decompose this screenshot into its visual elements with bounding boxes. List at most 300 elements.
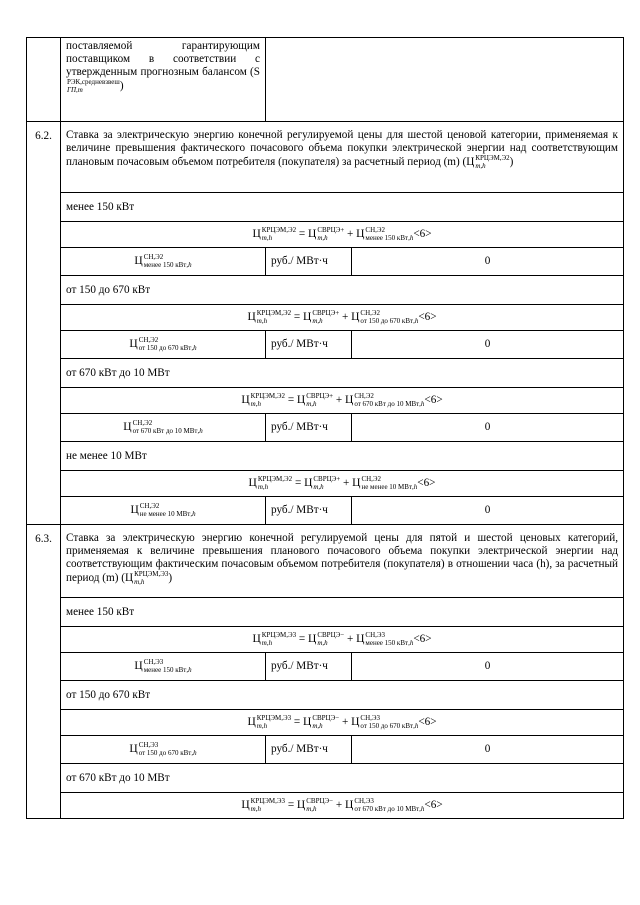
section-number: 6.3. — [35, 533, 52, 545]
formula-row — [27, 471, 624, 497]
csvrc-symbol-scripts — [313, 476, 340, 491]
ckrc-symbol-sub — [257, 723, 291, 730]
ckrc-symbol-sup: КРЦЭМ,Э2 — [257, 475, 293, 483]
ckrc-symbol-sub — [251, 806, 285, 813]
csn-symbol-sub-h: h — [414, 722, 419, 730]
value-symbol-cell — [61, 331, 266, 359]
unit-text: руб./ МВт·ч — [271, 338, 328, 350]
csn-value-symbol-sub-h: h — [193, 344, 197, 352]
group-num-cell — [27, 193, 61, 222]
value-cell — [352, 653, 624, 681]
unit-cell — [266, 736, 352, 764]
csn-value-symbol-letter: Ц — [129, 743, 138, 756]
equals-sign: = — [294, 477, 302, 490]
csvrc-symbol — [297, 394, 333, 406]
csn-value-symbol — [130, 504, 195, 516]
formula-row — [27, 222, 624, 248]
csn-symbol — [351, 716, 418, 728]
csn-symbol-sub-h: h — [409, 639, 414, 647]
csn-value-symbol-sub-text: от 150 до 670 кВт — [138, 749, 192, 757]
csvrc-symbol-sub-idx: m,h — [312, 317, 323, 325]
ckrc-symbol-sub-idx: m,h — [261, 639, 273, 647]
csn-symbol-sup: СН,Э3 — [354, 797, 374, 805]
csn-value-symbol-scripts — [140, 503, 196, 518]
csvrc-symbol — [304, 477, 340, 489]
csn-value-symbol-scripts — [144, 254, 192, 269]
csn-value-symbol-letter: Ц — [129, 338, 138, 351]
value-symbol-cell — [61, 248, 266, 276]
ckrc-symbol-sup: КРЦЭМ,Э2 — [256, 309, 292, 317]
title-symbol-sup: КРЦЭМ,Э3 — [134, 570, 169, 578]
section-number-cell — [27, 122, 61, 193]
unit-text: руб./ МВт·ч — [271, 255, 328, 267]
group-label-row — [27, 764, 624, 793]
ckrc-symbol-sub — [262, 235, 296, 242]
formula-cell — [61, 222, 624, 248]
value-row — [27, 248, 624, 276]
value-cell — [352, 331, 624, 359]
tariff-table — [26, 37, 624, 819]
csvrc-symbol-sup: СВРЦЭ+ — [313, 475, 341, 483]
csvrc-symbol-scripts — [306, 393, 333, 408]
csn-symbol-sub-text: менее 150 кВт — [365, 234, 409, 242]
formula-cell — [61, 305, 624, 331]
csn-value-symbol-scripts — [133, 420, 203, 435]
csn-value-symbol — [134, 255, 191, 267]
formula-cell — [61, 793, 624, 819]
csn-symbol-sub-h: h — [414, 317, 419, 325]
csvrc-symbol-sup: СВРЦЭ+ — [306, 392, 334, 400]
section-title: Ставка за электрическую энергию конечной регулируемой цены для пятой и шестой ценовых категорий, применяемая к величине превышения планового почасового объема покупки электрической энергии над соответствующим фактическим почасовым объемом потребителя (покупателя) в отношении часа (h), за расчетный период (m) (Ц — [66, 532, 618, 585]
value-cell — [352, 736, 624, 764]
section-title-row — [27, 525, 624, 598]
ckrc-symbol-letter: Ц — [241, 799, 250, 812]
formula-row — [27, 793, 624, 819]
csn-symbol-sub-h: h — [413, 483, 418, 491]
ckrc-symbol-letter: Ц — [248, 477, 257, 490]
value-num-cell — [27, 653, 61, 681]
group-label-row — [27, 193, 624, 222]
csn-value-symbol-sub-text: менее 150 кВт — [143, 666, 187, 674]
csn-symbol-sub-text: от 150 до 670 кВт — [360, 317, 414, 325]
value-num-cell — [27, 331, 61, 359]
group-label: от 670 кВт до 10 МВт — [66, 771, 170, 784]
ckrc-symbol-scripts — [251, 393, 285, 408]
title-symbol-scripts — [475, 155, 509, 170]
group-label-row — [27, 598, 624, 627]
csn-symbol-sup: СН,Э2 — [360, 309, 381, 317]
unit-text: руб./ МВт·ч — [271, 504, 328, 516]
ckrc-symbol-letter: Ц — [247, 311, 256, 324]
value-num-cell — [27, 497, 61, 525]
formula-num-cell — [27, 793, 61, 819]
ckrc-symbol-sub-idx: m,h — [256, 722, 268, 730]
ckrc-symbol — [241, 394, 285, 406]
s-symbol-scripts — [67, 79, 120, 94]
ckrc-symbol-sup: КРЦЭМ,Э3 — [250, 797, 286, 805]
footnote-ref: <6> — [413, 633, 432, 646]
csvrc-symbol-sup: СВРЦЭ− — [306, 797, 334, 805]
csvrc-symbol-sup: СВРЦЭ+ — [312, 309, 340, 317]
value-num-cell — [27, 414, 61, 442]
group-num-cell — [27, 359, 61, 388]
csn-symbol — [351, 311, 418, 323]
csn-symbol-letter: Ц — [345, 394, 354, 407]
ckrc-symbol — [247, 716, 291, 728]
formula-num-cell — [27, 388, 61, 414]
csn-symbol-letter: Ц — [351, 311, 360, 324]
ckrc-symbol-sub-idx: m,h — [256, 317, 268, 325]
value-row — [27, 653, 624, 681]
value-text: 0 — [484, 660, 491, 672]
csn-symbol-sup: СН,Э3 — [365, 631, 386, 639]
csn-value-symbol-sup: СН,Э3 — [143, 658, 164, 666]
csvrc-symbol-letter: Ц — [296, 799, 306, 812]
formula-cell — [61, 627, 624, 653]
csn-value-symbol-letter: Ц — [134, 660, 143, 673]
group-num-cell — [27, 598, 61, 627]
group-label: от 150 до 670 кВт — [66, 688, 151, 701]
csn-symbol-sub-text: менее 150 кВт — [365, 639, 409, 647]
group-label-cell — [61, 681, 624, 710]
equals-sign: = — [287, 799, 295, 812]
ckrc-symbol-sub-idx: m,h — [250, 400, 261, 408]
csn-value-symbol-sup: СН,Э2 — [143, 253, 164, 261]
value-num-cell — [27, 248, 61, 276]
value-cell — [352, 414, 624, 442]
title-symbol-scripts — [134, 571, 168, 586]
unit-cell — [266, 414, 352, 442]
group-label-row — [27, 359, 624, 388]
csn-value-symbol-letter: Ц — [123, 421, 132, 434]
footnote-ref: <6> — [418, 716, 437, 729]
csvrc-symbol-scripts — [312, 715, 339, 730]
group-num-cell — [27, 764, 61, 793]
csn-symbol-sub: от 150 до 670 кВт,h — [360, 317, 419, 325]
csn-symbol — [345, 799, 424, 811]
ckrc-symbol-sup: КРЦЭМ,Э2 — [261, 226, 297, 234]
section-title-cell — [61, 525, 624, 598]
continuation-text-cell — [61, 38, 266, 122]
value-cell — [352, 248, 624, 276]
csn-value-symbol-sub: менее 150 кВт,h — [143, 261, 192, 269]
s-symbol-sub: ГП,m — [67, 86, 83, 94]
csn-symbol-sup: СН,Э2 — [365, 226, 386, 234]
csn-value-symbol-sub-text: от 670 кВт до 10 МВт — [132, 427, 198, 435]
footnote-ref: <6> — [413, 228, 432, 241]
csvrc-symbol-sub — [317, 640, 344, 647]
csvrc-symbol — [297, 799, 333, 811]
csn-symbol-sub-h: h — [420, 400, 425, 408]
csn-symbol-sub: не менее 10 МВт,h — [361, 483, 418, 491]
group-num-cell — [27, 681, 61, 710]
csvrc-symbol-sub-idx: m,h — [306, 805, 317, 813]
csn-value-symbol-sub: от 150 до 670 кВт,h — [138, 749, 197, 757]
equals-sign: = — [298, 228, 306, 241]
csn-symbol-scripts — [365, 227, 413, 242]
csn-value-symbol-sub-h: h — [192, 510, 196, 518]
group-label: менее 150 кВт — [66, 200, 135, 213]
ckrc-symbol-scripts — [262, 227, 296, 242]
csn-symbol-sub-text: от 670 кВт до 10 МВт — [354, 400, 420, 408]
ckrc-symbol-letter: Ц — [241, 394, 250, 407]
csvrc-symbol-sup: СВРЦЭ− — [317, 631, 345, 639]
csvrc-symbol-scripts — [317, 632, 344, 647]
csvrc-symbol-letter: Ц — [296, 394, 306, 407]
csvrc-symbol-letter: Ц — [308, 633, 317, 646]
csn-symbol-sup: СН,Э3 — [360, 714, 381, 722]
value-symbol-cell — [61, 414, 266, 442]
unit-text: руб./ МВт·ч — [271, 660, 328, 672]
csn-value-symbol-sub: не менее 10 МВт,h — [139, 510, 196, 518]
continuation-num-cell — [27, 38, 61, 122]
title-symbol-sub: m,h — [475, 162, 486, 170]
equals-sign: = — [287, 394, 295, 407]
group-label-cell — [61, 764, 624, 793]
section-title-row — [27, 122, 624, 193]
continuation-empty-cell — [266, 38, 624, 122]
ckrc-symbol-scripts — [257, 310, 291, 325]
formula-num-cell — [27, 305, 61, 331]
formula-num-cell — [27, 710, 61, 736]
unit-cell — [266, 248, 352, 276]
section-title: Ставка за электрическую энергию конечной регулируемой цены для шестой ценовой категории, применяемая к величине превышения фактического почасового объема покупки электрической энергии над соответствующим плановым почасовым объемом потребителя (покупателя) за расчетный период (m) (Ц — [66, 129, 618, 169]
group-label-cell — [61, 276, 624, 305]
title-close: ) — [168, 572, 173, 585]
csn-symbol-sup: СН,Э2 — [361, 475, 382, 483]
csvrc-symbol-sub-idx: m,h — [312, 722, 323, 730]
unit-cell — [266, 653, 352, 681]
csn-value-symbol-scripts — [139, 742, 197, 757]
csn-value-symbol-sub: менее 150 кВт,h — [143, 666, 192, 674]
group-label-cell — [61, 359, 624, 388]
formula-cell — [61, 471, 624, 497]
group-label-row — [27, 681, 624, 710]
csvrc-symbol — [308, 633, 344, 645]
csn-value-symbol-sub: от 670 кВт до 10 МВт,h — [132, 427, 203, 435]
csn-symbol-sub-text: от 670 кВт до 10 МВт — [354, 805, 420, 813]
ckrc-symbol — [249, 477, 293, 489]
csn-symbol-scripts — [361, 476, 417, 491]
value-cell — [352, 497, 624, 525]
formula-num-cell — [27, 627, 61, 653]
csn-value-symbol-sub-text: от 150 до 670 кВт — [138, 344, 192, 352]
section-title-cell — [61, 122, 624, 193]
csn-symbol-letter: Ц — [352, 477, 361, 490]
csn-value-symbol-sub-h: h — [188, 666, 192, 674]
csn-symbol-scripts — [360, 715, 418, 730]
group-label: не менее 10 МВт — [66, 449, 147, 462]
plus-sign: + — [341, 311, 349, 324]
csvrc-symbol-sub-idx: m,h — [306, 400, 317, 408]
value-symbol-cell — [61, 653, 266, 681]
ckrc-symbol — [241, 799, 285, 811]
csn-symbol-scripts — [360, 310, 418, 325]
ckrc-symbol-sub — [257, 318, 291, 325]
csn-symbol-sub-text: не менее 10 МВт — [361, 483, 413, 491]
csvrc-symbol-sub — [312, 723, 339, 730]
ckrc-symbol-letter: Ц — [252, 228, 261, 241]
csvrc-symbol-sub — [306, 401, 333, 408]
section-number: 6.2. — [35, 130, 52, 142]
value-text: 0 — [484, 421, 491, 433]
csn-symbol-sub-h: h — [420, 805, 425, 813]
formula-row — [27, 627, 624, 653]
csvrc-symbol-letter: Ц — [304, 477, 313, 490]
formula-cell — [61, 388, 624, 414]
csvrc-symbol-scripts — [317, 227, 344, 242]
formula-row — [27, 305, 624, 331]
csn-symbol-sub: от 670 кВт до 10 МВт,h — [354, 400, 425, 408]
csn-symbol-scripts — [354, 798, 424, 813]
ckrc-symbol-scripts — [251, 798, 285, 813]
csn-value-symbol-sub-h: h — [199, 427, 203, 435]
formula-row — [27, 710, 624, 736]
csvrc-symbol-sub-idx: m,h — [317, 234, 328, 242]
group-num-cell — [27, 442, 61, 471]
plus-sign: + — [335, 394, 343, 407]
footnote-ref: <6> — [424, 394, 443, 407]
group-label-cell — [61, 442, 624, 471]
csvrc-symbol-letter: Ц — [303, 716, 312, 729]
value-text: 0 — [484, 338, 491, 350]
group-label-row — [27, 276, 624, 305]
unit-text: руб./ МВт·ч — [271, 743, 328, 755]
csn-symbol-sub-text: от 150 до 670 кВт — [360, 722, 414, 730]
csvrc-symbol-scripts — [306, 798, 333, 813]
ckrc-symbol-sub-idx: m,h — [261, 234, 273, 242]
csn-symbol-letter: Ц — [345, 799, 354, 812]
value-row — [27, 414, 624, 442]
s-symbol-sup: РЭК,средневзвеш — [67, 78, 120, 86]
footnote-ref: <6> — [417, 477, 436, 490]
csvrc-symbol-letter: Ц — [303, 311, 312, 324]
csn-symbol-letter: Ц — [356, 228, 365, 241]
csn-symbol-sub: менее 150 кВт,h — [365, 234, 414, 242]
ckrc-symbol-sub-idx: m,h — [257, 483, 269, 491]
ckrc-symbol-scripts — [257, 715, 291, 730]
formula-cell — [61, 710, 624, 736]
group-label-cell — [61, 598, 624, 627]
unit-cell — [266, 497, 352, 525]
csvrc-symbol — [303, 716, 339, 728]
csvrc-symbol — [303, 311, 339, 323]
value-row — [27, 497, 624, 525]
csn-symbol-scripts — [354, 393, 424, 408]
csn-value-symbol-sub-text: менее 150 кВт — [143, 261, 187, 269]
group-label-row — [27, 442, 624, 471]
csvrc-symbol-sub-idx: m,h — [317, 639, 328, 647]
unit-cell — [266, 331, 352, 359]
csvrc-symbol-sub — [312, 318, 339, 325]
csvrc-symbol-scripts — [312, 310, 339, 325]
group-label: от 150 до 670 кВт — [66, 283, 151, 296]
value-row — [27, 331, 624, 359]
ckrc-symbol-sub — [251, 401, 285, 408]
ckrc-symbol-sup: КРЦЭМ,Э3 — [256, 714, 292, 722]
csn-value-symbol-sup: СН,Э2 — [132, 419, 153, 427]
csvrc-symbol-sub — [313, 484, 340, 491]
csvrc-symbol-sub-idx: m,h — [313, 483, 324, 491]
csn-value-symbol-sub: от 150 до 670 кВт,h — [138, 344, 197, 352]
csn-value-symbol — [129, 743, 196, 755]
group-num-cell — [27, 276, 61, 305]
csvrc-symbol-sub — [317, 235, 344, 242]
ckrc-symbol — [252, 228, 296, 240]
value-symbol-cell — [61, 736, 266, 764]
csn-value-symbol-letter: Ц — [130, 504, 139, 517]
ckrc-symbol-sup: КРЦЭМ,Э2 — [250, 392, 286, 400]
csvrc-symbol-sup: СВРЦЭ+ — [317, 226, 345, 234]
csvrc-symbol-sub — [306, 806, 333, 813]
title-symbol-sub: m,h — [134, 578, 145, 586]
csvrc-symbol-sup: СВРЦЭ− — [312, 714, 340, 722]
csn-symbol — [345, 394, 424, 406]
csn-value-symbol — [123, 421, 202, 433]
value-num-cell — [27, 736, 61, 764]
continuation-row — [27, 38, 624, 122]
csn-value-symbol-scripts — [139, 337, 197, 352]
group-label: от 670 кВт до 10 МВт — [66, 366, 170, 379]
csn-symbol-letter: Ц — [356, 633, 365, 646]
section-number-cell — [27, 525, 61, 598]
csn-value-symbol — [129, 338, 196, 350]
value-text: 0 — [484, 743, 491, 755]
plus-sign: + — [343, 477, 350, 490]
formula-num-cell — [27, 471, 61, 497]
csn-value-symbol-sup: СН,Э3 — [138, 741, 159, 749]
ckrc-symbol-letter: Ц — [247, 716, 256, 729]
group-label-cell — [61, 193, 624, 222]
ckrc-symbol — [252, 633, 296, 645]
plus-sign: + — [335, 799, 343, 812]
csn-symbol — [356, 228, 413, 240]
csn-value-symbol-sup: СН,Э2 — [139, 502, 160, 510]
value-row — [27, 736, 624, 764]
ckrc-symbol — [247, 311, 291, 323]
csn-value-symbol-sub-text: не менее 10 МВт — [139, 510, 191, 518]
value-symbol-cell — [61, 497, 266, 525]
value-text: 0 — [484, 255, 491, 267]
csn-value-symbol-sup: СН,Э2 — [138, 336, 159, 344]
csn-symbol-sub: от 670 кВт до 10 МВт,h — [354, 805, 425, 813]
csn-symbol-sup: СН,Э2 — [354, 392, 374, 400]
csn-symbol-scripts — [365, 632, 413, 647]
ckrc-symbol-letter: Ц — [252, 633, 261, 646]
equals-sign: = — [293, 716, 301, 729]
ckrc-symbol-sub-idx: m,h — [250, 805, 261, 813]
csn-value-symbol — [134, 660, 191, 672]
group-label: менее 150 кВт — [66, 605, 135, 618]
ckrc-symbol-sub — [258, 484, 292, 491]
csn-symbol — [356, 633, 413, 645]
continuation-close: ) — [119, 80, 124, 93]
csvrc-symbol — [308, 228, 344, 240]
csn-value-symbol-sub-h: h — [188, 261, 192, 269]
csn-symbol-sub-h: h — [409, 234, 414, 242]
plus-sign: + — [347, 228, 354, 241]
ckrc-symbol-sup: КРЦЭМ,Э3 — [261, 631, 297, 639]
csn-value-symbol-scripts — [144, 659, 192, 674]
title-close: ) — [509, 156, 514, 169]
ckrc-symbol-scripts — [262, 632, 296, 647]
ckrc-symbol-sub — [262, 640, 296, 647]
equals-sign: = — [293, 311, 301, 324]
footnote-ref: <6> — [418, 311, 437, 324]
footnote-ref: <6> — [424, 799, 443, 812]
csn-symbol-sub: менее 150 кВт,h — [365, 639, 414, 647]
csn-symbol-sub: от 150 до 670 кВт,h — [360, 722, 419, 730]
